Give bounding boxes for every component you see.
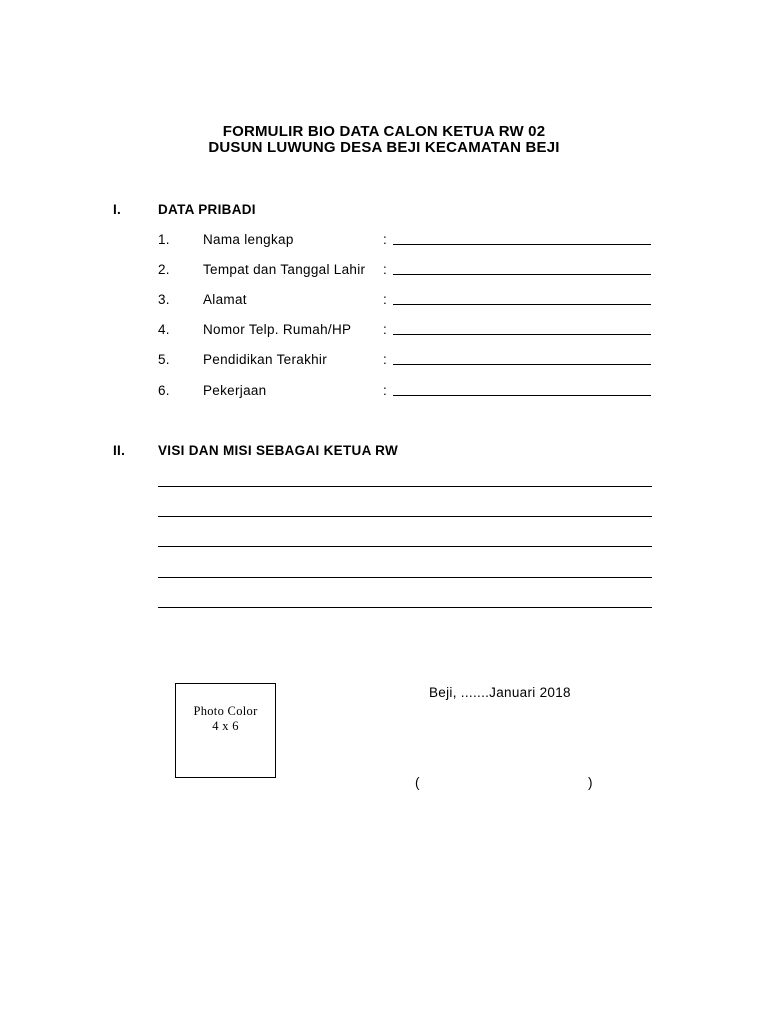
fill-in-line-pekerjaan[interactable] <box>393 395 651 396</box>
signature-close-paren: ) <box>588 775 593 790</box>
visi-misi-line-4[interactable] <box>158 577 652 578</box>
field-label: Alamat <box>203 292 247 307</box>
field-number: 1. <box>158 232 170 247</box>
field-label: Nama lengkap <box>203 232 294 247</box>
section-1-number: I. <box>113 202 122 217</box>
field-colon: : <box>383 352 388 367</box>
field-label: Pendidikan Terakhir <box>203 352 328 367</box>
photo-size: 4 x 6 <box>212 719 239 733</box>
visi-misi-line-3[interactable] <box>158 546 652 547</box>
section-1-heading: DATA PRIBADI <box>158 202 256 217</box>
field-colon: : <box>383 383 388 398</box>
fill-in-line-tempat-tanggal-lahir[interactable] <box>393 274 651 275</box>
field-colon: : <box>383 232 388 247</box>
field-label: Nomor Telp. Rumah/HP <box>203 322 352 337</box>
field-label: Tempat dan Tanggal Lahir <box>203 262 366 277</box>
section-2-heading: VISI DAN MISI SEBAGAI KETUA RW <box>158 443 399 458</box>
field-row-nama-lengkap <box>0 232 768 248</box>
field-number: 4. <box>158 322 170 337</box>
fill-in-line-nomor-telp[interactable] <box>393 334 651 335</box>
field-number: 2. <box>158 262 170 277</box>
field-colon: : <box>383 292 388 307</box>
field-number: 3. <box>158 292 170 307</box>
place-date: Beji, .......Januari 2018 <box>429 685 571 700</box>
field-row-alamat <box>0 292 768 308</box>
field-row-tempat-tanggal-lahir <box>0 262 768 278</box>
form-title-line-2: DUSUN LUWUNG DESA BEJI KECAMATAN BEJI <box>208 139 560 156</box>
field-number: 6. <box>158 383 170 398</box>
photo-label: Photo Color <box>193 704 258 718</box>
fill-in-line-nama-lengkap[interactable] <box>393 244 651 245</box>
visi-misi-line-1[interactable] <box>158 486 652 487</box>
photo-box <box>175 683 276 778</box>
field-row-pendidikan-terakhir <box>0 352 768 368</box>
fill-in-line-pendidikan-terakhir[interactable] <box>393 364 651 365</box>
field-number: 5. <box>158 352 170 367</box>
field-row-pekerjaan <box>0 383 768 399</box>
field-label: Pekerjaan <box>203 383 267 398</box>
form-title-line-1: FORMULIR BIO DATA CALON KETUA RW 02 <box>222 123 546 140</box>
field-colon: : <box>383 322 388 337</box>
signature-open-paren: ( <box>415 775 420 790</box>
fill-in-line-alamat[interactable] <box>393 304 651 305</box>
section-2-number: II. <box>113 443 126 458</box>
visi-misi-line-2[interactable] <box>158 516 652 517</box>
visi-misi-line-5[interactable] <box>158 607 652 608</box>
field-row-nomor-telp <box>0 322 768 338</box>
field-colon: : <box>383 262 388 277</box>
